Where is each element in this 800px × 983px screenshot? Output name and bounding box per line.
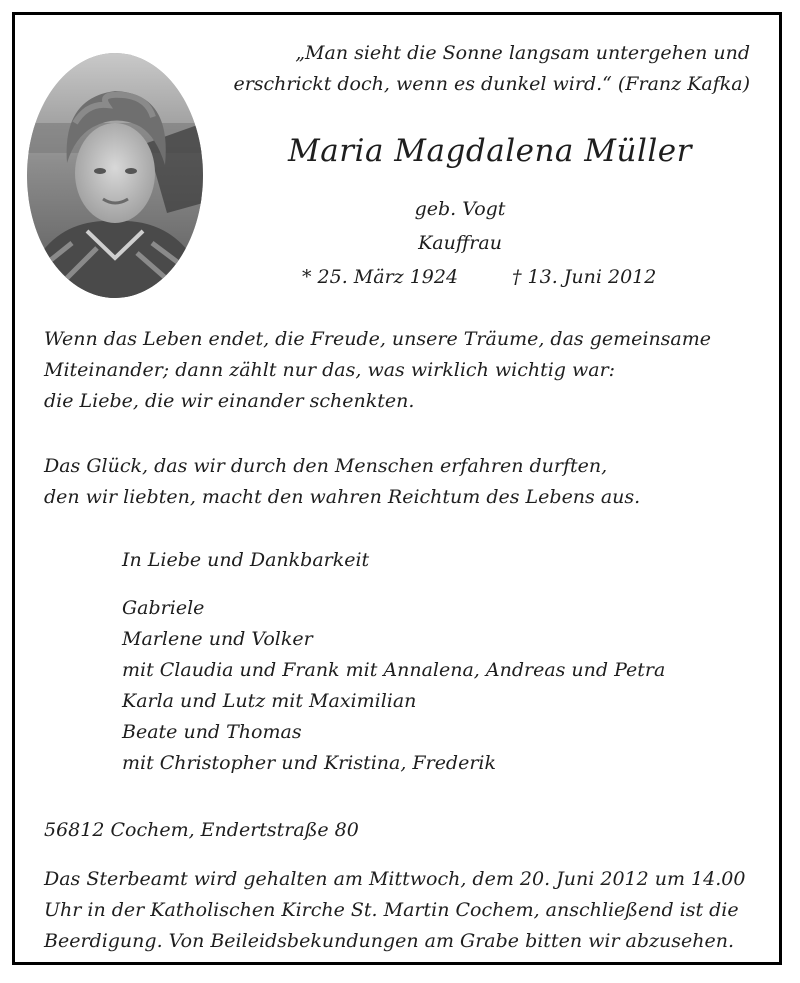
maiden-name: geb. Vogt [414,198,506,220]
family-member: Gabriele [122,597,205,619]
text-line: Das Glück, das wir durch den Menschen erfahren durften, [44,455,608,477]
text-line: den wir liebten, macht den wahren Reichtum des Lebens aus. [44,486,641,508]
portrait-image [27,53,203,298]
family-list [122,593,665,779]
death-date: † 13. Juni 2012 [512,266,657,288]
text-line: Wenn das Leben endet, die Freude, unsere Träume, das gemeinsame [44,328,712,350]
funeral-service-info [44,864,745,957]
quote-line: erschrickt doch, wenn es dunkel wird.“ (Franz Kafka) [233,73,750,95]
family-member: Karla und Lutz mit Maximilian [122,690,417,712]
memorial-text-2 [44,451,640,513]
service-line: Beerdigung. Von Beileidsbekundungen am Grabe bitten wir abzusehen. [44,930,735,952]
closing-phrase: In Liebe und Dankbarkeit [122,549,370,571]
text-line: die Liebe, die wir einander schenkten. [44,390,415,412]
family-member: mit Claudia und Frank mit Annalena, Andreas und Petra [122,659,666,681]
kafka-quote [190,38,750,100]
portrait-photo [27,53,203,298]
deceased-name: Maria Magdalena Müller [288,133,692,169]
quote-line: „Man sieht die Sonne langsam untergehen und [295,42,750,64]
service-line: Uhr in der Katholischen Kirche St. Martin Cochem, anschließend ist die [44,899,739,921]
family-member: Beate und Thomas [122,721,302,743]
occupation: Kauffrau [418,232,502,254]
address: 56812 Cochem, Endertstraße 80 [44,819,359,841]
family-member: Marlene und Volker [122,628,313,650]
family-member: mit Christopher und Kristina, Frederik [122,752,497,774]
birth-date: * 25. März 1924 [302,266,459,288]
service-line: Das Sterbeamt wird gehalten am Mittwoch, dem 20. Juni 2012 um 14.00 [44,868,746,890]
memorial-text-1 [44,324,711,417]
text-line: Miteinander; dann zählt nur das, was wirklich wichtig war: [44,359,616,381]
